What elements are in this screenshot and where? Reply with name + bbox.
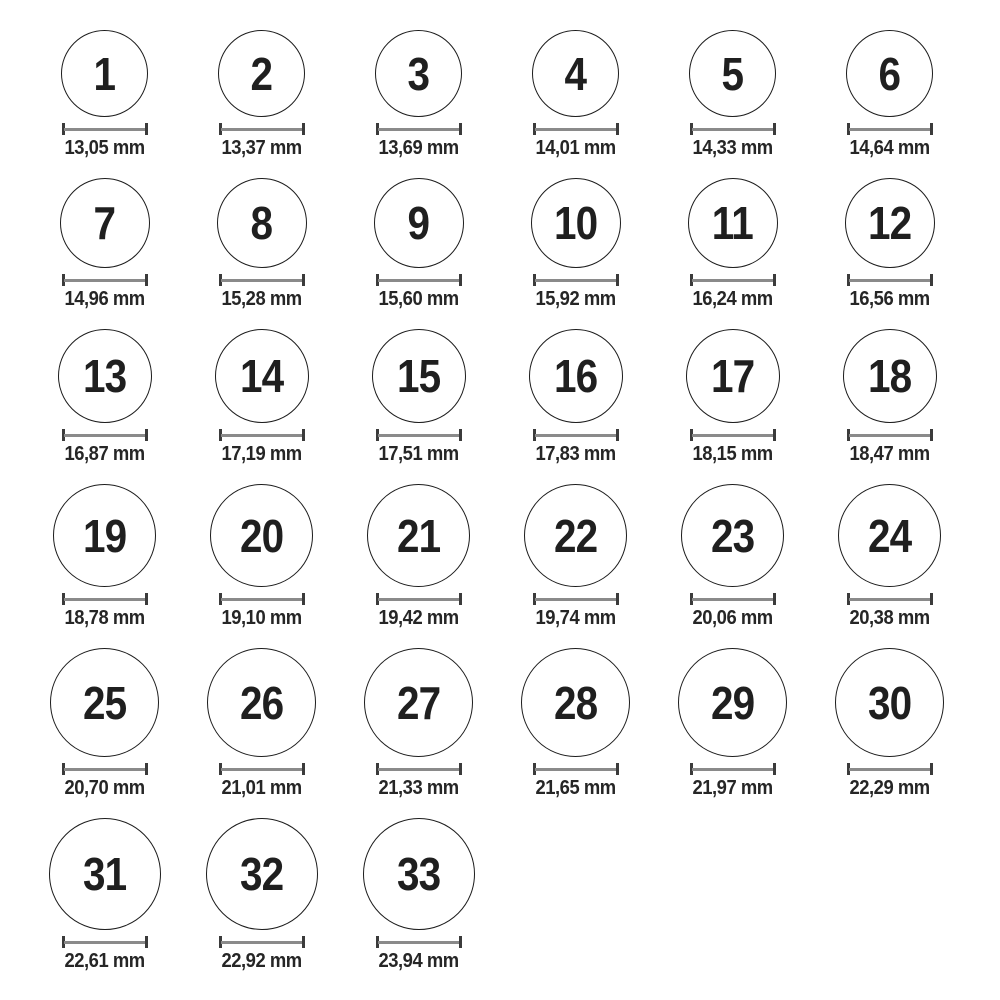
measure-bar — [64, 598, 146, 602]
diameter-label: 21,65 mm — [535, 777, 616, 799]
ring-size-circle — [529, 329, 623, 423]
ring-size-item-17 — [654, 329, 811, 465]
diameter-measure-line — [533, 429, 619, 441]
diameter-label: 14,33 mm — [692, 137, 773, 159]
ring-size-number: 19 — [82, 509, 127, 562]
diameter-measure-line — [62, 274, 148, 286]
diameter-measure-line — [533, 274, 619, 286]
measure-bar — [692, 128, 774, 132]
measure-bar — [378, 598, 460, 602]
ring-size-item-19 — [26, 484, 183, 629]
ring-size-item-28 — [497, 648, 654, 799]
ring-size-circle — [215, 329, 309, 423]
measure-bar — [64, 128, 146, 132]
measure-bar — [849, 768, 931, 772]
size-row-4 — [26, 484, 1000, 629]
measure-bar — [64, 279, 146, 283]
ring-size-number: 8 — [250, 197, 273, 249]
diameter-label: 20,06 mm — [692, 607, 773, 629]
ring-size-item-32 — [183, 818, 340, 972]
measure-bar — [535, 768, 617, 772]
measure-bar — [378, 128, 460, 132]
ring-size-circle — [50, 648, 159, 757]
diameter-label: 21,33 mm — [378, 777, 459, 799]
ring-size-item-22 — [497, 484, 654, 629]
diameter-measure-line — [847, 593, 933, 605]
diameter-label: 19,74 mm — [535, 607, 616, 629]
ring-size-circle — [531, 178, 621, 268]
diameter-label: 21,01 mm — [221, 777, 302, 799]
diameter-measure-line — [219, 936, 305, 948]
ring-size-circle — [688, 178, 778, 268]
diameter-label: 23,94 mm — [378, 950, 459, 972]
ring-size-circle — [60, 178, 150, 268]
ring-size-circle — [532, 30, 619, 117]
diameter-label: 17,51 mm — [378, 443, 459, 465]
ring-size-number: 1 — [93, 47, 116, 100]
diameter-label: 18,15 mm — [692, 443, 773, 465]
measure-bar — [692, 598, 774, 602]
measure-bar — [849, 128, 931, 132]
diameter-measure-line — [690, 429, 776, 441]
ring-size-item-2 — [183, 30, 340, 159]
diameter-measure-line — [62, 593, 148, 605]
measure-bar — [535, 279, 617, 283]
ring-size-number: 21 — [396, 509, 441, 562]
ring-size-number: 22 — [553, 509, 598, 562]
diameter-measure-line — [62, 429, 148, 441]
ring-size-item-23 — [654, 484, 811, 629]
ring-size-circle — [206, 818, 318, 930]
ring-size-circle — [524, 484, 627, 587]
ring-size-circle — [49, 818, 161, 930]
ring-size-item-12 — [811, 178, 968, 310]
ring-size-item-3 — [340, 30, 497, 159]
ring-size-item-5 — [654, 30, 811, 159]
ring-size-number: 31 — [82, 848, 127, 900]
ring-size-circle — [838, 484, 941, 587]
diameter-measure-line — [62, 936, 148, 948]
ring-size-circle — [53, 484, 156, 587]
measure-bar — [535, 598, 617, 602]
ring-size-item-30 — [811, 648, 968, 799]
measure-bar — [221, 128, 303, 132]
diameter-label: 19,42 mm — [378, 607, 459, 629]
ring-size-circle — [207, 648, 316, 757]
size-row-5 — [26, 648, 1000, 799]
ring-size-item-15 — [340, 329, 497, 465]
diameter-label: 16,56 mm — [849, 288, 930, 310]
ring-size-circle — [217, 178, 307, 268]
ring-size-number: 15 — [396, 350, 441, 402]
diameter-measure-line — [219, 593, 305, 605]
ring-size-number: 25 — [82, 676, 127, 729]
diameter-label: 20,70 mm — [64, 777, 145, 799]
diameter-measure-line — [847, 123, 933, 135]
diameter-measure-line — [376, 763, 462, 775]
measure-bar — [64, 768, 146, 772]
diameter-label: 13,69 mm — [378, 137, 459, 159]
ring-size-number: 2 — [250, 47, 273, 100]
ring-size-number: 16 — [553, 350, 598, 402]
diameter-measure-line — [690, 763, 776, 775]
ring-size-number: 18 — [867, 350, 912, 402]
ring-size-circle — [689, 30, 776, 117]
ring-size-number: 5 — [721, 47, 744, 100]
diameter-measure-line — [533, 593, 619, 605]
diameter-label: 13,37 mm — [221, 137, 302, 159]
ring-size-number: 4 — [564, 47, 587, 100]
ring-size-circle — [364, 648, 473, 757]
measure-bar — [849, 279, 931, 283]
ring-size-item-14 — [183, 329, 340, 465]
measure-bar — [849, 434, 931, 438]
ring-size-item-29 — [654, 648, 811, 799]
ring-size-item-31 — [26, 818, 183, 972]
diameter-measure-line — [376, 936, 462, 948]
ring-size-item-9 — [340, 178, 497, 310]
ring-size-item-21 — [340, 484, 497, 629]
diameter-label: 20,38 mm — [849, 607, 930, 629]
size-row-1 — [26, 30, 1000, 159]
ring-size-number: 9 — [407, 197, 430, 249]
diameter-measure-line — [219, 763, 305, 775]
diameter-label: 22,92 mm — [221, 950, 302, 972]
ring-size-number: 32 — [239, 848, 284, 900]
ring-size-circle — [845, 178, 935, 268]
diameter-label: 15,28 mm — [221, 288, 302, 310]
diameter-measure-line — [62, 763, 148, 775]
diameter-measure-line — [376, 429, 462, 441]
ring-size-number: 26 — [239, 676, 284, 729]
measure-bar — [692, 434, 774, 438]
ring-size-circle — [835, 648, 944, 757]
diameter-label: 14,01 mm — [535, 137, 616, 159]
ring-size-item-7 — [26, 178, 183, 310]
diameter-measure-line — [376, 123, 462, 135]
ring-size-number: 13 — [82, 350, 127, 402]
diameter-measure-line — [219, 274, 305, 286]
diameter-label: 18,47 mm — [849, 443, 930, 465]
measure-bar — [64, 434, 146, 438]
ring-size-circle — [686, 329, 780, 423]
measure-bar — [221, 768, 303, 772]
measure-bar — [221, 941, 303, 945]
size-row-3 — [26, 329, 1000, 465]
diameter-measure-line — [376, 593, 462, 605]
diameter-label: 19,10 mm — [221, 607, 302, 629]
measure-bar — [378, 941, 460, 945]
diameter-measure-line — [690, 274, 776, 286]
ring-size-item-6 — [811, 30, 968, 159]
ring-size-circle — [363, 818, 475, 930]
ring-size-number: 17 — [710, 350, 755, 402]
measure-bar — [221, 598, 303, 602]
measure-bar — [64, 941, 146, 945]
diameter-label: 13,05 mm — [64, 137, 145, 159]
ring-size-number: 20 — [239, 509, 284, 562]
size-row-2 — [26, 178, 1000, 310]
ring-size-item-1 — [26, 30, 183, 159]
ring-size-circle — [210, 484, 313, 587]
diameter-label: 15,60 mm — [378, 288, 459, 310]
measure-bar — [535, 128, 617, 132]
diameter-label: 22,61 mm — [64, 950, 145, 972]
ring-size-number: 12 — [867, 197, 912, 249]
ring-size-number: 27 — [396, 676, 441, 729]
measure-bar — [378, 279, 460, 283]
measure-bar — [692, 768, 774, 772]
ring-size-item-33 — [340, 818, 497, 972]
ring-size-number: 24 — [867, 509, 912, 562]
diameter-label: 14,64 mm — [849, 137, 930, 159]
diameter-measure-line — [847, 274, 933, 286]
ring-size-circle — [681, 484, 784, 587]
ring-size-item-16 — [497, 329, 654, 465]
diameter-label: 16,87 mm — [64, 443, 145, 465]
diameter-label: 17,19 mm — [221, 443, 302, 465]
diameter-measure-line — [219, 429, 305, 441]
ring-size-circle — [58, 329, 152, 423]
diameter-label: 16,24 mm — [692, 288, 773, 310]
ring-size-number: 7 — [93, 197, 116, 249]
ring-size-circle — [372, 329, 466, 423]
ring-size-circle — [367, 484, 470, 587]
ring-size-number: 10 — [553, 197, 598, 249]
ring-size-item-11 — [654, 178, 811, 310]
ring-size-circle — [218, 30, 305, 117]
diameter-measure-line — [690, 123, 776, 135]
ring-size-circle — [61, 30, 148, 117]
ring-size-item-25 — [26, 648, 183, 799]
ring-size-item-10 — [497, 178, 654, 310]
ring-size-circle — [678, 648, 787, 757]
ring-size-item-4 — [497, 30, 654, 159]
ring-size-circle — [521, 648, 630, 757]
ring-size-item-8 — [183, 178, 340, 310]
diameter-measure-line — [219, 123, 305, 135]
ring-size-item-13 — [26, 329, 183, 465]
ring-size-item-18 — [811, 329, 968, 465]
ring-size-number: 30 — [867, 676, 912, 729]
size-row-6 — [26, 818, 1000, 972]
size-grid — [26, 30, 1000, 972]
ring-size-item-20 — [183, 484, 340, 629]
ring-size-number: 3 — [407, 47, 430, 100]
ring-size-number: 6 — [878, 47, 901, 100]
diameter-measure-line — [690, 593, 776, 605]
diameter-label: 17,83 mm — [535, 443, 616, 465]
ring-size-circle — [843, 329, 937, 423]
diameter-measure-line — [376, 274, 462, 286]
diameter-measure-line — [533, 123, 619, 135]
ring-size-number: 23 — [710, 509, 755, 562]
ring-size-item-26 — [183, 648, 340, 799]
diameter-label: 15,92 mm — [535, 288, 616, 310]
diameter-label: 18,78 mm — [64, 607, 145, 629]
ring-size-number: 29 — [710, 676, 755, 729]
ring-size-circle — [846, 30, 933, 117]
ring-size-item-27 — [340, 648, 497, 799]
ring-size-number: 11 — [711, 197, 754, 249]
diameter-label: 21,97 mm — [692, 777, 773, 799]
diameter-measure-line — [847, 429, 933, 441]
diameter-label: 22,29 mm — [849, 777, 930, 799]
measure-bar — [221, 434, 303, 438]
ring-size-circle — [375, 30, 462, 117]
ring-size-number: 28 — [553, 676, 598, 729]
diameter-measure-line — [62, 123, 148, 135]
diameter-measure-line — [847, 763, 933, 775]
ring-size-number: 33 — [396, 848, 441, 900]
measure-bar — [378, 434, 460, 438]
measure-bar — [535, 434, 617, 438]
measure-bar — [221, 279, 303, 283]
ring-size-circle — [374, 178, 464, 268]
ring-size-item-24 — [811, 484, 968, 629]
measure-bar — [378, 768, 460, 772]
measure-bar — [849, 598, 931, 602]
diameter-measure-line — [533, 763, 619, 775]
ring-size-number: 14 — [239, 350, 284, 402]
measure-bar — [692, 279, 774, 283]
diameter-label: 14,96 mm — [64, 288, 145, 310]
